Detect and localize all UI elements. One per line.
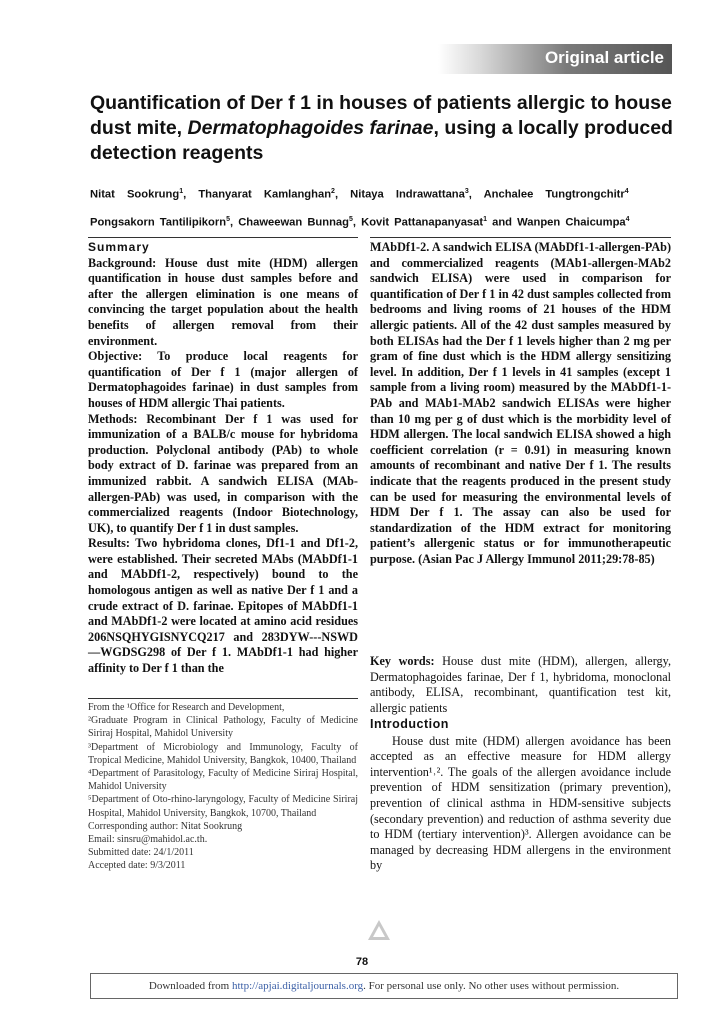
affiliation-line: From the ¹Office for Research and Development, [88,702,285,713]
affiliation-line: Corresponding author: Nitat Sookrung [88,820,243,832]
keywords [370,654,671,716]
article-type-banner [438,44,672,74]
affiliation-line: Accepted date: 9/3/2011 [88,860,186,872]
affiliation-line: Submitted date: 24/1/2011 [88,847,194,859]
footer-link[interactable]: http://apjai.digitaljournals.org [231,980,364,992]
author-name: Kovit Pattanapanyasat [361,216,484,229]
summary-continued: MAbDf1-2. A sandwich ELISA (MAbDf1-1-allergen-PAb) and commercialized reagents (MAb1-allergen-MAb2 sandwich ELISA) were used in comparison for quantification of Der f 1 in 42 dust samples collected from bedrooms and living rooms of 21 houses of the HDM allergic patients. All of the 42 dust samples measured by both ELISAs had the Der f 1 levels higher than 2 mg per gram of fine dust which is the HDM allergy sensitizing level. In addition, Der f 1 levels in 41 samples (except 1 sample from a living room) measured by the MAbDf1-1-PAb and MAb1-MAb2 sandwich ELISAs were higher than 10 mg per g of dust which is the morbidity level of HDM allergen. The local sandwich ELISA showed a high coefficient correlation (r = 0.91) in measuring known amounts of recombinant and native Der f 1. The results indicate that the reagents produced in the present study can be used for measuring the environmental levels of HDM Der f 1. The assay can also be used for standardization of the HDM extract for monitoring patient’s allergenic status or for immunotherapeutic purpose. (Asian Pac J Allergy Immunol 2011;29:78-85) [370,240,671,566]
title-species: Dermatophagoides farinae [187,117,434,139]
author-name: Chaweewan Bunnag [238,216,349,229]
summary-objective [88,349,358,411]
author-name: Wanpen Chaicumpa [517,216,626,229]
author-affiliation-mark: 3 [464,188,469,195]
affiliation-line: ⁵Department of Oto-rhino-laryngology, Faculty of Medicine Siriraj Hospital, Mahidol University, Bangkok, 10700, Thailand [88,794,358,819]
summary-background [88,256,358,350]
author-name: Anchalee Tungtrongchitr [483,188,625,201]
author-affiliation-mark: 5 [226,216,230,223]
author-name: Thanyarat Kamlanghan [198,188,332,201]
journal-logo-icon [368,920,390,940]
author-affiliation-mark: 1 [179,188,184,195]
introduction-text: House dust mite (HDM) allergen avoidance has been accepted as an effective measure for HDM allergy intervention¹˒². The goals of the allergen avoidance include prevention of HDM sensitization (primary prevention), prevention of clinical asthma in HDM-sensitive subjects (secondary prevention) and reduction of asthma severity due to HDM (tertiary intervention)³. Allergen avoidance can be managed by decreasing HDM allergens in the environment by [370,733,671,873]
affiliations-rule [88,698,358,699]
author-name: Nitat Sookrung [90,188,180,201]
results-text: Two hybridoma clones, Df1-1 and Df1-2, were established. Their secreted MAbs (MAbDf1-1 and MAbDf1-2, respectively) bound to the homologous antigen as well as native Der f 1 and a crude extract of D. farinae. Epitopes of MAbDf1-1 and MAbDf1-2 were located at amino acid residues 206NSQHYGISNYCQ217 and 283DYW---NSWD—WGDSG298 of Der f 1. MAbDf1-1 had higher affinity to Der f 1 than the [88,536,358,676]
objective-label: Objective: [88,349,143,364]
affiliation-line: ⁴Department of Parasitology, Faculty of Medicine Siriraj Hospital, Mahidol University [88,768,358,793]
introduction-heading: Introduction [370,717,449,731]
download-footer [90,973,678,999]
background-text: House dust mite (HDM) allergen quantification in house dust samples before and after the allergen elimination is one means of convincing the target population about the health benefits of allergen removal from their environment. [88,255,358,348]
summary-column-left [88,240,358,677]
author-name: Pongsakorn Tantilipikorn [90,216,227,229]
affiliation-line: ³Department of Microbiology and Immunology, Faculty of Tropical Medicine, Mahidol University, Bangkok, 10400, Thailand [88,741,358,766]
author-affiliation-mark: 2 [331,188,335,195]
methods-text: Recombinant Der f 1 was used for immunization of a BALB/c mouse for hybridoma production. Polyclonal antibody (PAb) to whole body extract of D. farinae was prepared from an immunized rabbit. A sandwich ELISA (MAb-allergen-PAb) was used, in comparison with the commercialized reagents (Indoor Biotechnology, UK), to quantify Der f 1 in dust samples. [88,411,358,535]
keywords-text: House dust mite (HDM), allergen, allergy, Dermatophagoides farinae, Der f 1, hybridoma, monoclonal antibody, ELISA, recombinant, quantification test kit, allergic patients [370,654,671,715]
right-column-top-rule [370,237,671,238]
author-affiliation-mark: 1 [483,216,488,223]
summary-top-rule [88,237,358,238]
keywords-label: Key words: [370,654,435,668]
title-part-1: Quantification of Der f 1 in houses of patients allergic to house dust mite, [90,92,672,139]
methods-label: Methods: [88,411,138,426]
footer-prefix: Downloaded from [148,980,232,992]
author-name: Nitaya Indrawattana [350,188,465,201]
article-title [90,91,680,166]
author-line-2: Pongsakorn Tantilipikorn$^5$, Chaweewan Bunnag$^5$, Kovit Pattanapanyasat$^1$ and Wanpen Chaicumpa$^4$ [90,216,630,229]
affiliation-line: Email: sinsru@mahidol.ac.th. [88,834,208,846]
author-affiliation-mark: 4 [625,216,630,223]
author-affiliation-mark: 5 [348,216,353,223]
article-type-label: Original article [544,48,664,67]
summary-results [88,536,358,676]
introduction-section [370,717,671,874]
summary-methods [88,412,358,537]
affiliations-footnote [88,701,358,873]
title-part-2: , using a locally produced detection reagents [90,117,673,164]
background-label: Background: [88,255,157,270]
objective-text: To produce local reagents for quantification of Der f 1 (major allergen of Dermatophagoides farinae) in dust samples from houses of HDM allergic Thai patients. [88,349,358,410]
author-line-1: Nitat Sookrung$^1$, Thanyarat Kamlanghan$^2$, Nitaya Indrawattana$^3$, Anchalee Tungtrongchitr$^4$ [90,188,629,201]
summary-column-right [370,240,671,567]
page-number: 78 [355,956,369,968]
affiliation-line: ²Graduate Program in Clinical Pathology, Faculty of Medicine Siriraj Hospital, Mahidol University [88,715,358,740]
summary-heading: Summary [88,240,150,254]
author-affiliation-mark: 4 [624,188,629,195]
results-label: Results: [88,536,130,551]
footer-suffix: . For personal use only. No other uses without permission. [363,980,620,992]
